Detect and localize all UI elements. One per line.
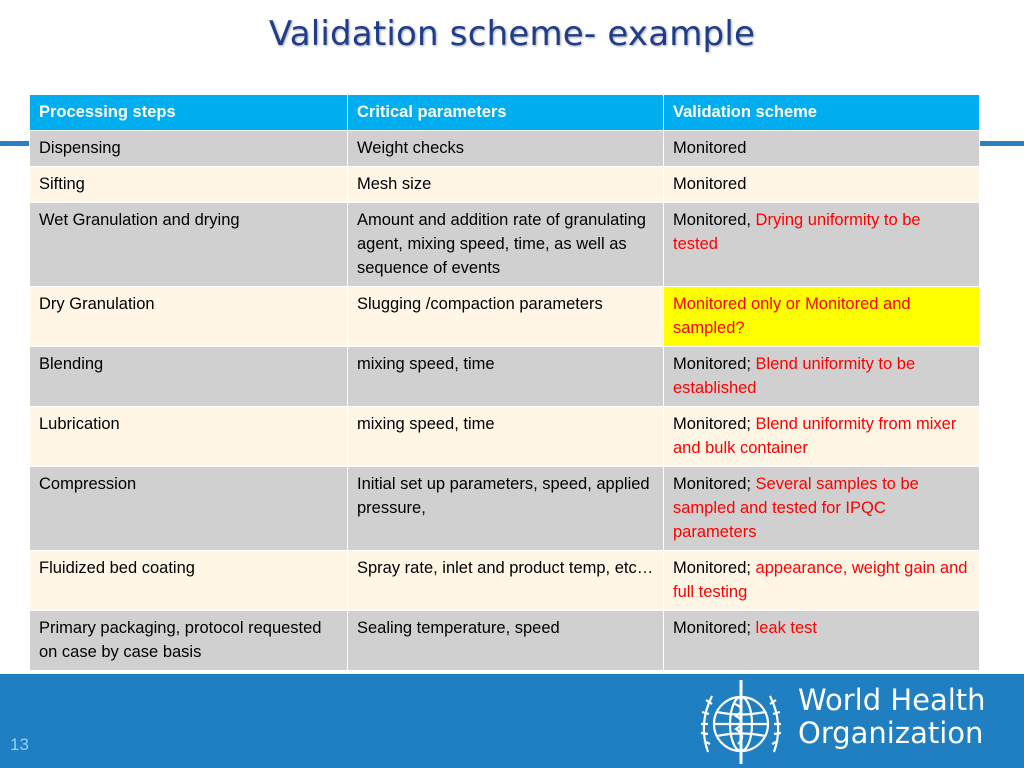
table-header-row (30, 95, 980, 131)
table-row (30, 407, 980, 467)
validation-scheme (664, 167, 980, 203)
processing-step: Wet Granulation and drying (30, 203, 348, 287)
table-row (30, 347, 980, 407)
who-wordmark (798, 684, 986, 750)
critical-parameter: Amount and addition rate of granulating agent, mixing speed, time, as well as sequence of events (348, 203, 664, 287)
processing-step: Compression (30, 467, 348, 551)
validation-scheme (664, 131, 980, 167)
table-row (30, 551, 980, 611)
accent-line-right (978, 141, 1024, 146)
processing-step: Dispensing (30, 131, 348, 167)
processing-step: Dry Granulation (30, 287, 348, 347)
validation-scheme (664, 407, 980, 467)
processing-step: Sifting (30, 167, 348, 203)
scheme-text: Monitored; (673, 415, 756, 433)
processing-step: Lubrication (30, 407, 348, 467)
who-emblem-icon (692, 674, 790, 768)
scheme-highlight-text: Drying uniformity to be tested (673, 211, 921, 253)
validation-scheme-table (29, 94, 980, 671)
header-processing-steps: Processing steps (30, 95, 348, 131)
critical-parameter: Initial set up parameters, speed, applied pressure, (348, 467, 664, 551)
scheme-text: Monitored; (673, 475, 756, 493)
scheme-text: Monitored, (673, 211, 756, 229)
critical-parameter: Spray rate, inlet and product temp, etc… (348, 551, 664, 611)
scheme-highlight-text: Blend uniformity from mixer and bulk container (673, 415, 957, 457)
scheme-highlight-text: Several samples to be sampled and tested for IPQC parameters (673, 475, 919, 541)
slide-number: 13 (10, 735, 29, 754)
validation-scheme (664, 347, 980, 407)
validation-scheme (664, 287, 980, 347)
scheme-highlight-text: Monitored only or Monitored and sampled? (673, 295, 911, 337)
critical-parameter: mixing speed, time (348, 407, 664, 467)
table-row (30, 467, 980, 551)
who-wordmark-line1: World Health (798, 683, 986, 717)
scheme-text: Monitored; (673, 355, 756, 373)
critical-parameter: Slugging /compaction parameters (348, 287, 664, 347)
critical-parameter: mixing speed, time (348, 347, 664, 407)
scheme-text: Monitored; (673, 559, 756, 577)
header-validation-scheme: Validation scheme (664, 95, 980, 131)
processing-step: Primary packaging, protocol requested on case by case basis (30, 611, 348, 671)
validation-scheme (664, 203, 980, 287)
validation-scheme (664, 611, 980, 671)
table-row (30, 131, 980, 167)
table-row (30, 203, 980, 287)
accent-line-left (0, 141, 30, 146)
validation-scheme (664, 551, 980, 611)
validation-scheme (664, 467, 980, 551)
critical-parameter: Weight checks (348, 131, 664, 167)
critical-parameter: Sealing temperature, speed (348, 611, 664, 671)
scheme-text: Monitored; (673, 619, 756, 637)
processing-step: Fluidized bed coating (30, 551, 348, 611)
scheme-highlight-text: appearance, weight gain and full testing (673, 559, 968, 601)
processing-step: Blending (30, 347, 348, 407)
table-row (30, 611, 980, 671)
who-wordmark-line2: Organization (798, 716, 984, 750)
critical-parameter: Mesh size (348, 167, 664, 203)
scheme-text: Monitored (673, 175, 747, 193)
scheme-highlight-text: leak test (755, 619, 817, 637)
scheme-text: Monitored (673, 139, 747, 157)
scheme-highlight-text: Blend uniformity to be established (673, 355, 916, 397)
header-critical-parameters: Critical parameters (348, 95, 664, 131)
table-row (30, 167, 980, 203)
slide-title: Validation scheme- example (268, 14, 756, 54)
table-row (30, 287, 980, 347)
